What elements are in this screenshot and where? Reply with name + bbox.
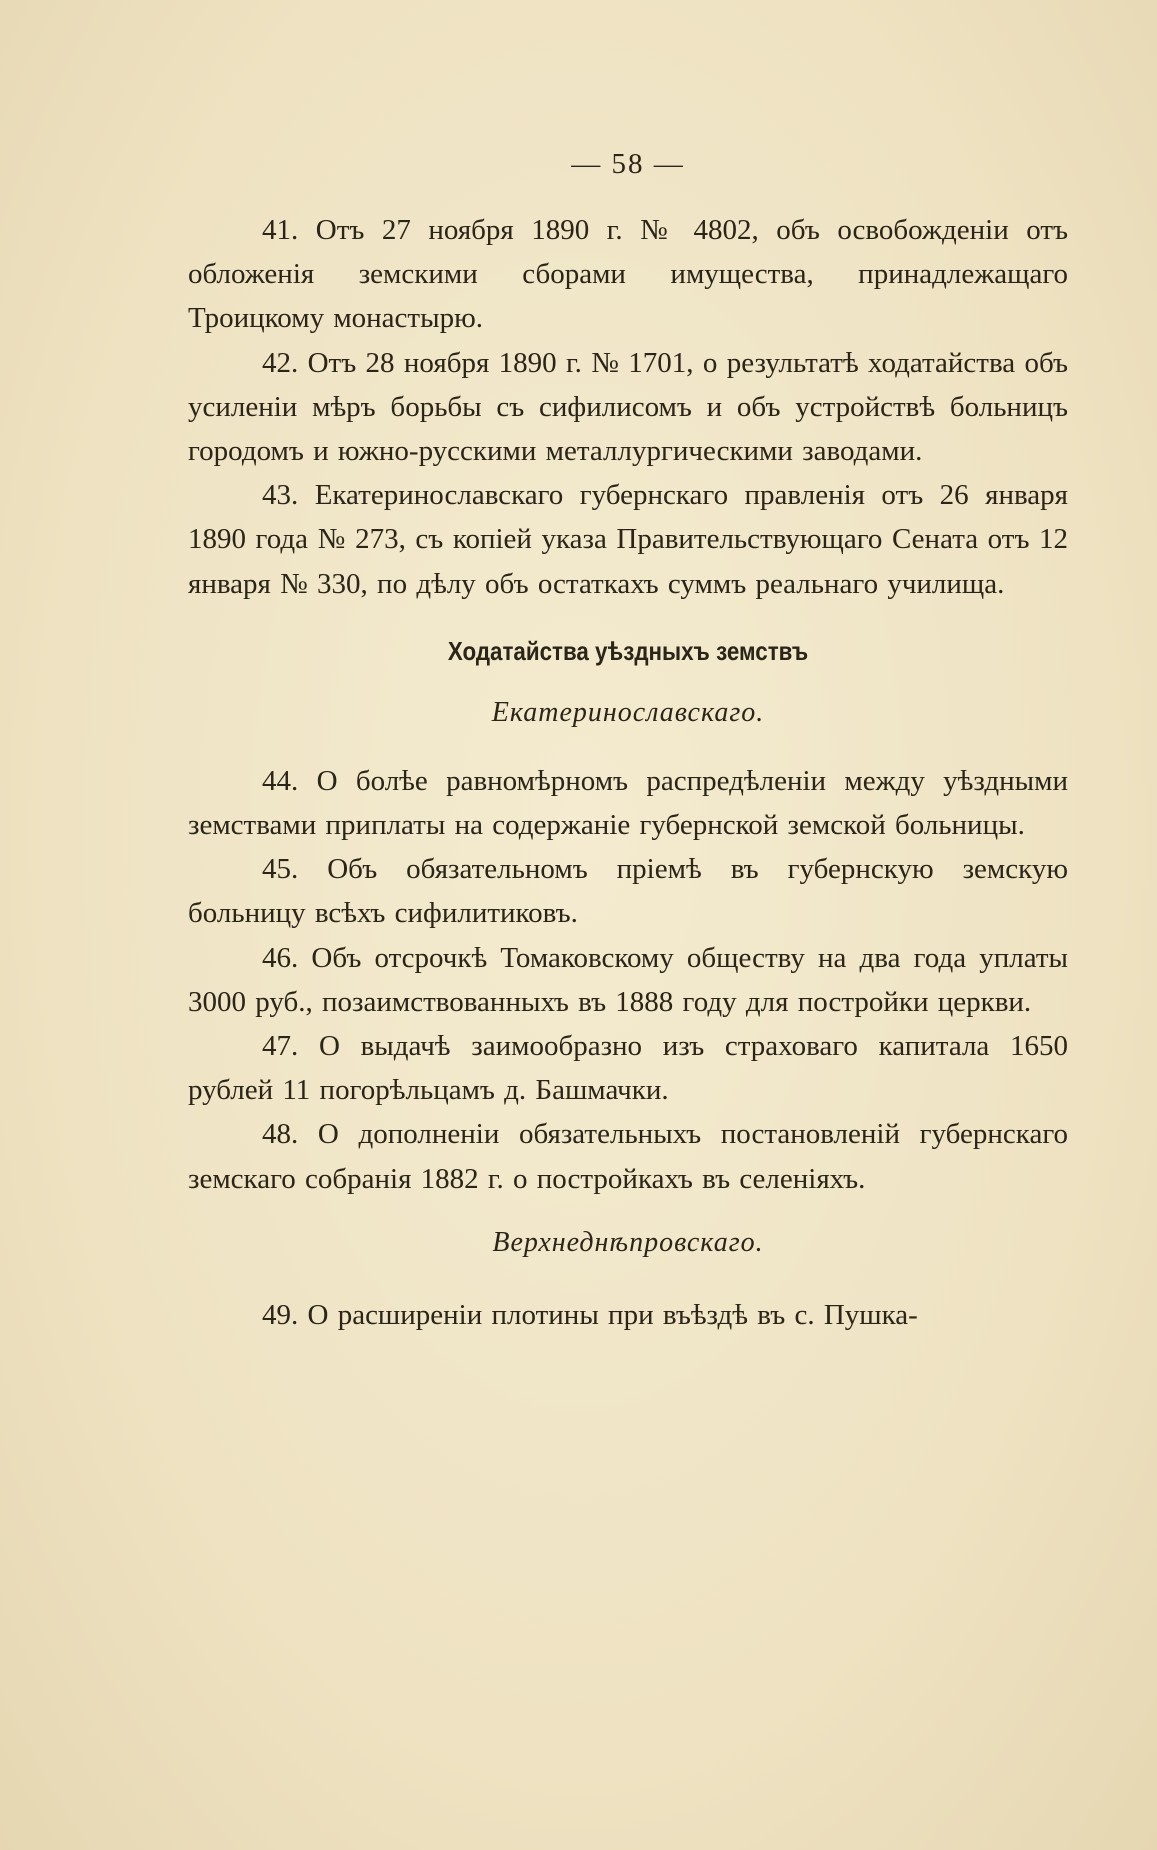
entry-43: 43. Екатеринославскаго губернскаго правленія отъ 26 января 1890 года № 273, съ копіей указа Правительствующаго Сената отъ 12 января № 330, по дѣлу объ остаткахъ суммъ реальнаго училища.	[188, 479, 1068, 600]
section-heading: Ходатайства уѣздныхъ земствъ	[447, 635, 809, 666]
subheading-ekaterinoslav: Екатеринославскаго.	[491, 696, 765, 728]
entry-42: 42. Отъ 28 ноября 1890 г. № 1701, о результатѣ ходатайства объ усиленіи мѣръ борьбы съ сифилисомъ и объ устройствѣ больницъ городомъ и южно-русскими металлургическими заводами.	[188, 346, 1068, 468]
page-number: — 58 —	[571, 148, 685, 180]
entry-47: 47. О выдачѣ заимообразно изъ страховаго капитала 1650 рублей 11 погорѣльцамъ д. Башмачки.	[188, 1030, 1068, 1107]
entry-44: 44. О болѣе равномѣрномъ распредѣленіи между уѣздными земствами приплаты на содержаніе губернской земской больницы.	[188, 764, 1068, 842]
entry-45: 45. Объ обязательномъ пріемѣ въ губернскую земскую больницу всѣхъ сифилитиковъ.	[188, 853, 1068, 930]
text-block	[188, 148, 1068, 1337]
entry-48: 48. О дополненіи обязательныхъ постановленій губернскаго земскаго собранія 1882 г. о постройкахъ въ селеніяхъ.	[188, 1118, 1068, 1195]
subheading-verkhnedneprovsk: Верхнеднѣпровскаго.	[492, 1226, 764, 1258]
entry-49: 49. О расширеніи плотины при въѣздѣ въ с. Пушка-	[262, 1298, 918, 1331]
entry-41: 41. Отъ 27 ноября 1890 г. № 4802, объ освобожденіи отъ обложенія земскими сборами имущества, принадлежащаго Троицкому монастырю.	[188, 214, 1068, 335]
entry-46: 46. Объ отсрочкѣ Томаковскому обществу на два года уплаты 3000 руб., позаимствованныхъ въ 1888 году для постройки церкви.	[188, 941, 1068, 1018]
